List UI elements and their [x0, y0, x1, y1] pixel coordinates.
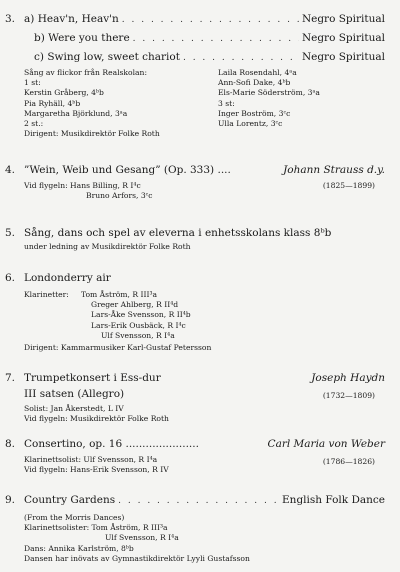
- song-line: [34, 32, 385, 44]
- performer-line: Margaretha Björklund, 3ᵃa: [24, 108, 128, 118]
- performer-line: 1 st:: [24, 78, 41, 88]
- performers: [24, 290, 69, 300]
- performer-line: Sång av flickor från Realskolan:: [24, 68, 148, 77]
- composer: Joseph Haydn: [311, 372, 385, 384]
- composer-dates: (1732—1809): [322, 391, 375, 400]
- subtitle-line: (From the Morris Dances): [24, 513, 125, 522]
- dot-leader: [183, 53, 299, 63]
- leader-line: under ledning av Musikdirektör Folke Roth: [24, 242, 191, 251]
- player: Lars-Åke Svensson, R II⁴b: [91, 310, 191, 320]
- song-genre: Negro Spiritual: [301, 32, 385, 44]
- song-genre: Negro Spiritual: [301, 13, 385, 25]
- piece-title: Country Gardens: [24, 494, 116, 506]
- dot-leader: [133, 34, 299, 44]
- dot-leader: [118, 496, 279, 506]
- piece-title: Consertino, op. 16 ......................: [24, 438, 199, 450]
- song-line: [34, 51, 385, 63]
- piece-title: Sång, dans och spel av eleverna i enhetsskolans klass 8ᵇb: [24, 227, 332, 239]
- piece-line: [24, 494, 385, 506]
- song-title: a) Heav'n, Heav'n: [24, 13, 119, 25]
- dot-leader: [122, 15, 299, 25]
- piece-subtitle: III satsen (Allegro): [24, 388, 125, 400]
- performers-left: [24, 68, 160, 139]
- performer-line: Bruno Arfors, 3ᶜc: [86, 191, 153, 201]
- credit-line: Dansen har inövats av Gymnastikdirektör Lyyli Gustafsson: [24, 553, 250, 563]
- performer-line: Ulf Svensson, R I⁴a: [105, 533, 179, 543]
- item-number: 3.: [5, 13, 16, 25]
- composer: Carl Maria von Weber: [267, 438, 385, 450]
- performer-line: Ann-Sofi Dake, 4ᵇb: [218, 78, 291, 88]
- performer-line: Kerstin Gråberg, 4ᵇb: [24, 88, 104, 98]
- players-list: [81, 290, 191, 341]
- performer-line: 2 st.:: [24, 119, 44, 129]
- piece-title: Londonderry air: [24, 272, 111, 284]
- performers: [24, 513, 250, 564]
- performer-line: Ulla Lorentz, 3ᶜc: [218, 119, 283, 129]
- player: Lars-Erik Ousbäck, R I⁴c: [91, 320, 186, 330]
- item-number: 6.: [5, 272, 16, 284]
- performer-line: Els-Marie Söderström, 3ᵃa: [218, 88, 320, 98]
- song-genre: Negro Spiritual: [301, 51, 385, 63]
- player: Ulf Svensson, R I⁴a: [101, 330, 175, 340]
- performer-line: Pia Ryhäll, 4ᵇb: [24, 98, 81, 108]
- performer-line: Vid flygeln: Hans-Erik Svensson, R IV: [24, 465, 169, 475]
- performers: [24, 404, 169, 424]
- player: Greger Ahlberg, R II⁴d: [91, 300, 179, 310]
- composer-dates: (1825—1899): [322, 181, 375, 190]
- performer-line: Inger Boström, 3ᶜc: [218, 108, 291, 118]
- performer-line: Klarinettsolister: Tom Åström, R III³a: [24, 523, 168, 533]
- performer-line: 3 st:: [218, 98, 235, 108]
- item-number: 4.: [5, 164, 16, 176]
- director: Dirigent: Kammarmusiker Karl-Gustaf Petersson: [24, 343, 212, 352]
- item-number: 9.: [5, 494, 16, 506]
- player: Tom Åström, R III³a: [81, 290, 158, 299]
- performer-line: Vid flygeln: Musikdirektör Folke Roth: [24, 414, 169, 424]
- item-number: 8.: [5, 438, 16, 450]
- performers: [24, 181, 153, 201]
- performer-line: Vid flygeln: Hans Billing, R I⁴c: [24, 181, 141, 190]
- performers-right: [218, 68, 320, 129]
- piece-title: Trumpetkonsert i Ess-dur: [24, 372, 161, 384]
- performer-line: Solist: Jan Åkerstedt, L IV: [24, 404, 124, 413]
- performers-label: Klarinetter:: [24, 290, 69, 299]
- song-title: b) Were you there: [34, 32, 130, 44]
- performer-line: Laila Rosendahl, 4ᵃa: [218, 68, 297, 77]
- performers: [24, 455, 169, 475]
- song-title: c) Swing low, sweet chariot: [34, 51, 180, 63]
- performer-line: Dans: Annika Karlström, 8ᵇb: [24, 543, 134, 553]
- composer-dates: (1786—1826): [322, 457, 375, 466]
- song-line: [24, 13, 385, 25]
- item-number: 5.: [5, 227, 16, 239]
- piece-title: ”Wein, Weib und Gesang” (Op. 333) ....: [24, 164, 231, 176]
- director: Dirigent: Musikdirektör Folke Roth: [24, 129, 160, 139]
- piece-genre: English Folk Dance: [282, 494, 385, 506]
- item-number: 7.: [5, 372, 16, 384]
- composer: Johann Strauss d.y.: [283, 164, 385, 176]
- performer-line: Klarinettsolist: Ulf Svensson, R I⁴a: [24, 455, 158, 464]
